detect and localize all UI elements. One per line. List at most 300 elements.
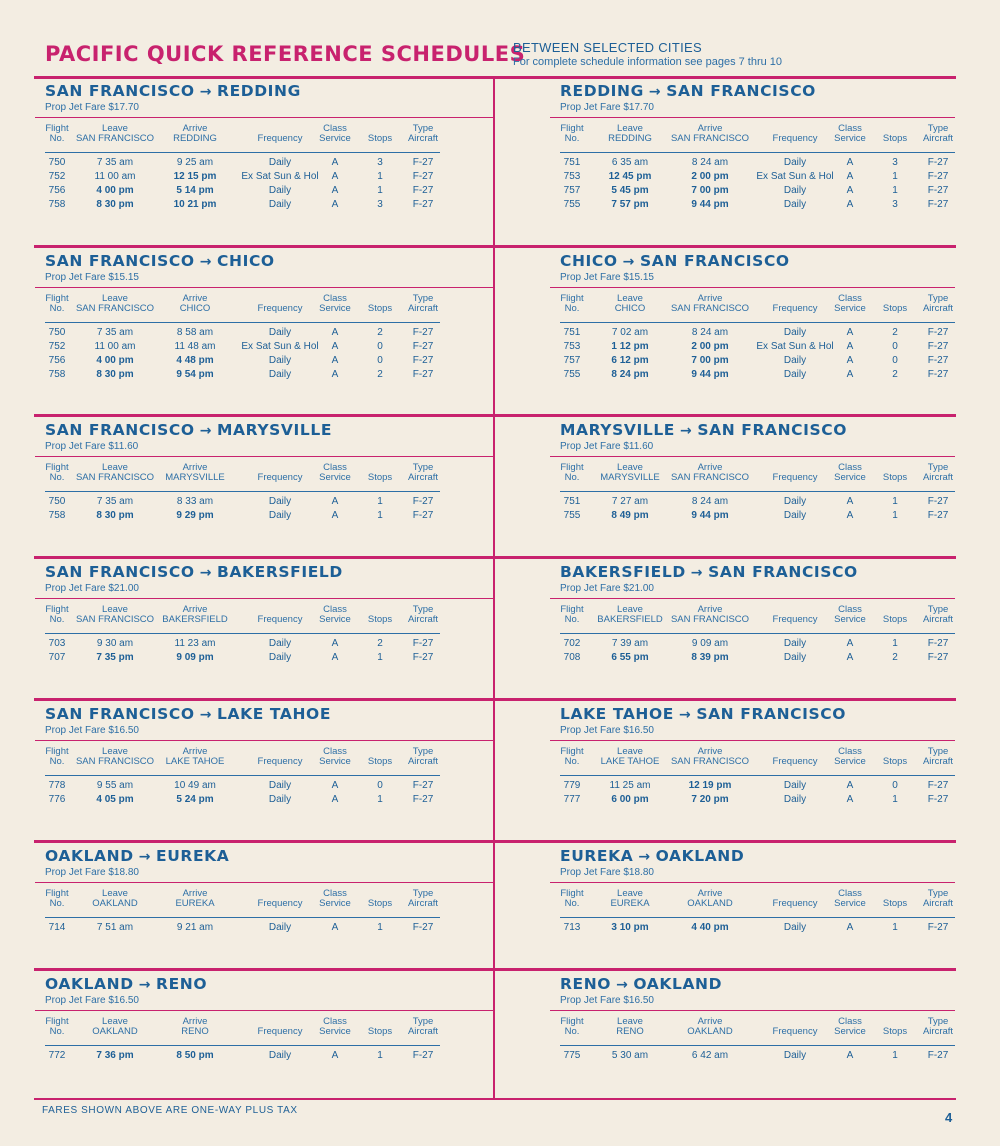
route-fare: Prop Jet Fare $15.15 — [560, 272, 654, 283]
cell-arrive: 2 00 pm — [691, 341, 729, 352]
route-title — [560, 421, 847, 439]
header-rule — [35, 882, 495, 883]
col-arrive-line1: Arrive — [182, 604, 208, 615]
cell-arrive: 9 44 pm — [691, 199, 729, 210]
cell-class: A — [331, 922, 339, 933]
column-rule — [560, 633, 955, 634]
col-leave — [616, 1017, 643, 1037]
origin-city: BAKERSFIELD — [560, 563, 686, 581]
route-fare: Prop Jet Fare $17.70 — [45, 102, 139, 113]
cell-frequency: Daily — [268, 652, 292, 663]
col-arrive-line1: Arrive — [182, 462, 208, 473]
cell-stops: 2 — [892, 652, 898, 663]
cell-frequency: Daily — [268, 185, 292, 196]
col-type — [408, 747, 438, 767]
col-flight — [45, 747, 68, 767]
col-class-line2: Service — [834, 472, 866, 483]
cell-leave: 11 00 am — [94, 171, 136, 182]
cell-stops: 0 — [892, 780, 898, 791]
origin-city: RENO — [560, 975, 612, 993]
col-arrive — [181, 1017, 208, 1037]
col-arrive-line1: Arrive — [182, 888, 208, 899]
route-fare: Prop Jet Fare $11.60 — [560, 441, 654, 452]
col-arrive-line1: Arrive — [697, 746, 723, 757]
col-type-line2: Aircraft — [407, 303, 439, 314]
col-class-line1: Class — [323, 746, 347, 757]
cell-type: F-27 — [412, 171, 434, 182]
origin-city: SAN FRANCISCO — [45, 563, 195, 581]
cell-arrive: 11 48 am — [174, 341, 216, 352]
destination-city: SAN FRANCISCO — [666, 82, 816, 100]
bottom-rule — [34, 1098, 956, 1100]
cell-frequency: Daily — [268, 922, 292, 933]
col-arrive — [173, 124, 217, 144]
cell-arrive: 8 50 pm — [176, 1050, 214, 1061]
cell-flight: 707 — [48, 652, 66, 663]
cell-class: A — [846, 341, 854, 352]
col-flight-line1: Flight — [45, 462, 69, 473]
col-leave-line1: Leave — [617, 604, 643, 615]
center-divider — [493, 78, 495, 1100]
cell-flight: 753 — [563, 341, 581, 352]
route-arrow-icon: → — [199, 254, 213, 270]
route-arrow-icon: → — [138, 977, 152, 993]
column-headers — [45, 1017, 440, 1043]
schedule-block — [45, 705, 440, 855]
cell-frequency: Daily — [783, 638, 807, 649]
cell-stops: 1 — [892, 794, 898, 805]
origin-city: SAN FRANCISCO — [45, 705, 195, 723]
cell-class: A — [331, 185, 339, 196]
col-flight-line1: Flight — [45, 123, 69, 134]
cell-leave: 7 57 pm — [611, 199, 649, 210]
col-leave-line2: RENO — [616, 1026, 644, 1037]
cell-class: A — [846, 199, 854, 210]
cell-leave: 8 49 pm — [611, 510, 649, 521]
route-arrow-icon: → — [638, 849, 651, 865]
col-leave-line1: Leave — [102, 293, 128, 304]
cell-class: A — [331, 327, 339, 338]
cell-arrive: 9 25 am — [176, 157, 214, 168]
col-class-line2: Service — [319, 756, 351, 767]
cell-type: F-27 — [412, 496, 434, 507]
cell-frequency: Daily — [268, 355, 292, 366]
col-frequency: Frequency — [257, 614, 303, 625]
cell-frequency: Daily — [268, 157, 292, 168]
column-rule — [45, 633, 440, 634]
table-row — [45, 921, 440, 935]
col-arrive-line1: Arrive — [182, 746, 208, 757]
cell-arrive: 6 42 am — [691, 1050, 729, 1061]
table-row — [560, 368, 955, 382]
cell-flight: 778 — [48, 780, 66, 791]
col-arrive-line2: OAKLAND — [687, 898, 733, 909]
col-leave — [76, 124, 154, 144]
cell-frequency: Daily — [783, 355, 807, 366]
cell-frequency: Daily — [268, 1050, 292, 1061]
cell-type: F-27 — [927, 1050, 949, 1061]
cell-class: A — [846, 496, 854, 507]
cell-arrive: 4 40 pm — [691, 922, 729, 933]
destination-city: SAN FRANCISCO — [697, 421, 848, 439]
col-flight-line2: No. — [49, 1026, 65, 1037]
destination-city: OAKLAND — [633, 975, 723, 993]
cell-leave: 4 05 pm — [96, 794, 134, 805]
col-flight — [45, 124, 68, 144]
cell-class: A — [331, 652, 339, 663]
cell-type: F-27 — [927, 171, 949, 182]
cell-class: A — [331, 157, 339, 168]
cell-flight: 751 — [563, 496, 581, 507]
cell-stops: 3 — [377, 157, 383, 168]
schedule-block — [45, 421, 440, 571]
col-flight — [560, 605, 583, 625]
schedule-rows — [45, 326, 440, 382]
route-fare: Prop Jet Fare $17.70 — [560, 102, 654, 113]
cell-stops: 0 — [892, 341, 898, 352]
cell-leave: 5 30 am — [611, 1050, 649, 1061]
col-arrive — [671, 294, 749, 314]
cell-stops: 1 — [377, 185, 383, 196]
destination-city: SAN FRANCISCO — [708, 563, 858, 581]
table-row — [45, 637, 440, 651]
col-flight-line1: Flight — [560, 1016, 584, 1027]
schedule-block — [560, 975, 955, 1125]
cell-class: A — [331, 171, 339, 182]
cell-flight: 751 — [563, 327, 581, 338]
col-arrive-line1: Arrive — [697, 123, 723, 134]
col-flight — [45, 463, 68, 483]
schedule-rows — [560, 779, 955, 807]
col-type-line2: Aircraft — [922, 614, 954, 625]
col-frequency: Frequency — [772, 133, 818, 144]
col-type — [923, 294, 953, 314]
col-stops: Stops — [882, 898, 908, 909]
cell-arrive: 11 23 am — [174, 638, 216, 649]
col-stops: Stops — [367, 614, 393, 625]
col-class — [319, 463, 351, 483]
table-row — [560, 184, 955, 198]
cell-stops: 1 — [377, 510, 383, 521]
route-fare: Prop Jet Fare $21.00 — [560, 583, 654, 594]
cell-type: F-27 — [927, 157, 949, 168]
cell-arrive: 4 48 pm — [176, 355, 214, 366]
col-stops: Stops — [367, 1026, 393, 1037]
cell-stops: 1 — [377, 922, 383, 933]
col-flight-line2: No. — [564, 614, 580, 625]
col-arrive-line1: Arrive — [697, 293, 723, 304]
column-headers — [560, 1017, 955, 1043]
col-class — [834, 463, 866, 483]
col-flight — [560, 889, 583, 909]
col-flight-line1: Flight — [560, 604, 584, 615]
destination-city: MARYSVILLE — [217, 421, 333, 439]
destination-city: REDDING — [217, 82, 301, 100]
col-frequency: Frequency — [257, 472, 303, 483]
cell-flight: 703 — [48, 638, 66, 649]
table-row — [560, 170, 955, 184]
cell-type: F-27 — [412, 1050, 434, 1061]
header-rule — [35, 1010, 495, 1011]
destination-city: BAKERSFIELD — [217, 563, 343, 581]
col-class-line2: Service — [834, 303, 866, 314]
route-fare: Prop Jet Fare $11.60 — [45, 441, 139, 452]
fare-footnote: FARES SHOWN ABOVE ARE ONE-WAY PLUS TAX — [42, 1105, 298, 1116]
cell-frequency: Daily — [268, 496, 292, 507]
cell-flight: 702 — [563, 638, 581, 649]
col-class — [319, 605, 351, 625]
cell-arrive: 8 24 am — [691, 157, 729, 168]
cell-type: F-27 — [412, 341, 434, 352]
cell-arrive: 7 20 pm — [691, 794, 729, 805]
column-rule — [560, 491, 955, 492]
cell-leave: 5 45 pm — [611, 185, 649, 196]
destination-city: EUREKA — [156, 847, 230, 865]
col-arrive — [687, 1017, 732, 1037]
cell-class: A — [846, 157, 854, 168]
page-header — [45, 40, 965, 76]
col-flight — [560, 1017, 583, 1037]
route-arrow-icon: → — [622, 254, 636, 270]
cell-leave: 6 12 pm — [611, 355, 649, 366]
column-rule — [45, 152, 440, 153]
col-class-line1: Class — [323, 888, 347, 899]
cell-leave: 11 25 am — [609, 780, 651, 791]
cell-frequency: Daily — [783, 652, 807, 663]
col-arrive-line2: REDDING — [173, 133, 217, 144]
cell-class: A — [331, 369, 339, 380]
col-leave — [76, 294, 154, 314]
schedule-block — [45, 975, 440, 1125]
col-arrive — [671, 124, 749, 144]
column-headers — [45, 294, 440, 320]
cell-arrive: 9 29 pm — [176, 510, 214, 521]
col-frequency: Frequency — [772, 1026, 818, 1037]
col-class-line1: Class — [838, 604, 862, 615]
col-flight-line2: No. — [564, 898, 580, 909]
col-leave-line1: Leave — [617, 123, 643, 134]
column-rule — [45, 917, 440, 918]
col-type-line1: Type — [927, 1016, 949, 1027]
col-arrive-line1: Arrive — [697, 1016, 723, 1027]
col-leave — [601, 747, 660, 767]
cell-arrive: 8 58 am — [176, 327, 214, 338]
col-type-line1: Type — [927, 123, 949, 134]
cell-flight: 756 — [48, 355, 66, 366]
cell-type: F-27 — [927, 496, 949, 507]
col-flight-line1: Flight — [45, 1016, 69, 1027]
col-class — [834, 747, 866, 767]
route-title — [45, 975, 207, 993]
col-class-line1: Class — [838, 462, 862, 473]
cell-stops: 1 — [892, 510, 898, 521]
cell-flight: 714 — [48, 922, 66, 933]
col-type-line1: Type — [927, 888, 949, 899]
column-headers — [45, 747, 440, 773]
schedule-rows — [45, 156, 440, 212]
col-class — [319, 124, 351, 144]
col-arrive — [166, 747, 225, 767]
cell-class: A — [331, 355, 339, 366]
column-headers — [560, 747, 955, 773]
col-class — [319, 1017, 351, 1037]
col-class-line2: Service — [319, 472, 351, 483]
route-title — [560, 563, 858, 581]
route-title — [45, 705, 331, 723]
cell-flight: 757 — [563, 355, 581, 366]
cell-frequency: Daily — [783, 157, 807, 168]
col-arrive-line2: SAN FRANCISCO — [670, 614, 750, 625]
cell-class: A — [331, 199, 339, 210]
table-row — [45, 170, 440, 184]
cell-class: A — [331, 794, 339, 805]
route-fare: Prop Jet Fare $16.50 — [560, 725, 654, 736]
cell-type: F-27 — [927, 510, 949, 521]
schedule-rows — [560, 637, 955, 665]
cell-arrive: 8 33 am — [176, 496, 214, 507]
column-rule — [560, 917, 955, 918]
col-type-line2: Aircraft — [922, 756, 954, 767]
col-type-line2: Aircraft — [922, 1026, 954, 1037]
cell-leave: 8 30 pm — [96, 369, 134, 380]
col-arrive-line1: Arrive — [697, 604, 723, 615]
cell-leave: 7 36 pm — [96, 1050, 134, 1061]
cell-leave: 7 35 am — [96, 327, 134, 338]
cell-flight: 758 — [48, 369, 66, 380]
cell-stops: 1 — [892, 185, 898, 196]
cell-type: F-27 — [412, 922, 434, 933]
cell-frequency: Daily — [268, 199, 292, 210]
cell-type: F-27 — [927, 341, 949, 352]
col-leave-line2: SAN FRANCISCO — [75, 756, 155, 767]
route-title — [45, 82, 301, 100]
table-row — [45, 340, 440, 354]
column-headers — [45, 463, 440, 489]
cell-class: A — [331, 780, 339, 791]
route-arrow-icon: → — [138, 849, 152, 865]
cell-stops: 2 — [892, 369, 898, 380]
column-rule — [560, 1045, 955, 1046]
cell-class: A — [331, 496, 339, 507]
col-flight-line2: No. — [49, 756, 65, 767]
col-frequency: Frequency — [772, 614, 818, 625]
col-arrive — [671, 605, 749, 625]
route-title — [45, 421, 332, 439]
col-flight-line2: No. — [49, 614, 65, 625]
col-class — [834, 124, 866, 144]
column-headers — [560, 463, 955, 489]
cell-arrive: 9 09 am — [691, 638, 729, 649]
col-arrive-line1: Arrive — [697, 462, 723, 473]
header-rule — [35, 117, 495, 118]
col-flight — [560, 463, 583, 483]
col-arrive — [180, 294, 211, 314]
cell-class: A — [846, 327, 854, 338]
origin-city: EUREKA — [560, 847, 634, 865]
cell-flight: 713 — [563, 922, 581, 933]
cell-stops: 3 — [892, 199, 898, 210]
cell-flight: 750 — [48, 496, 66, 507]
cell-arrive: 7 00 pm — [691, 355, 729, 366]
col-arrive — [162, 605, 227, 625]
col-stops: Stops — [367, 756, 393, 767]
header-rule — [550, 287, 955, 288]
origin-city: LAKE TAHOE — [560, 705, 674, 723]
destination-city: SAN FRANCISCO — [696, 705, 847, 723]
cell-frequency: Daily — [783, 1050, 807, 1061]
destination-city: OAKLAND — [655, 847, 745, 865]
cell-flight: 753 — [563, 171, 581, 182]
cell-frequency: Daily — [268, 510, 292, 521]
col-leave — [608, 124, 652, 144]
table-row — [45, 326, 440, 340]
col-frequency: Frequency — [257, 303, 303, 314]
section-separator — [34, 245, 956, 248]
col-arrive — [175, 889, 214, 909]
cell-stops: 3 — [377, 199, 383, 210]
header-rule — [550, 1010, 955, 1011]
col-flight — [560, 124, 583, 144]
origin-city: CHICO — [560, 252, 618, 270]
schedule-block — [560, 563, 955, 713]
cell-leave: 6 00 pm — [611, 794, 649, 805]
col-flight-line2: No. — [564, 756, 580, 767]
table-row — [45, 793, 440, 807]
cell-flight: 755 — [563, 510, 581, 521]
col-flight-line1: Flight — [45, 293, 69, 304]
column-rule — [45, 322, 440, 323]
col-class-line2: Service — [834, 614, 866, 625]
col-arrive-line2: SAN FRANCISCO — [670, 472, 750, 483]
cell-type: F-27 — [927, 638, 949, 649]
col-type-line2: Aircraft — [922, 898, 954, 909]
col-leave-line1: Leave — [102, 604, 128, 615]
col-class — [319, 747, 351, 767]
col-frequency: Frequency — [772, 756, 818, 767]
col-class-line2: Service — [834, 756, 866, 767]
schedule-rows — [45, 921, 440, 935]
col-stops: Stops — [367, 472, 393, 483]
cell-leave: 7 27 am — [611, 496, 649, 507]
page-number: 4 — [945, 1110, 953, 1125]
cell-leave: 7 35 am — [96, 496, 134, 507]
cell-flight: 755 — [563, 199, 581, 210]
col-class-line2: Service — [319, 303, 351, 314]
cell-arrive: 8 24 am — [691, 496, 729, 507]
schedule-block — [45, 82, 440, 232]
col-flight-line2: No. — [564, 303, 580, 314]
cell-type: F-27 — [412, 327, 434, 338]
cell-class: A — [331, 1050, 339, 1061]
schedule-rows — [45, 779, 440, 807]
cell-arrive: 9 54 pm — [176, 369, 214, 380]
cell-class: A — [331, 638, 339, 649]
cell-frequency: Daily — [268, 638, 292, 649]
cell-flight: 752 — [48, 341, 66, 352]
col-arrive — [671, 747, 749, 767]
schedule-rows — [560, 326, 955, 382]
col-leave-line2: MARYSVILLE — [600, 472, 660, 483]
cell-frequency: Daily — [268, 794, 292, 805]
col-arrive-line2: CHICO — [179, 303, 211, 314]
col-flight — [560, 747, 583, 767]
destination-city: CHICO — [217, 252, 275, 270]
table-row — [560, 637, 955, 651]
cell-type: F-27 — [927, 355, 949, 366]
col-class-line1: Class — [323, 123, 347, 134]
col-class — [319, 294, 351, 314]
header-rule — [35, 740, 495, 741]
